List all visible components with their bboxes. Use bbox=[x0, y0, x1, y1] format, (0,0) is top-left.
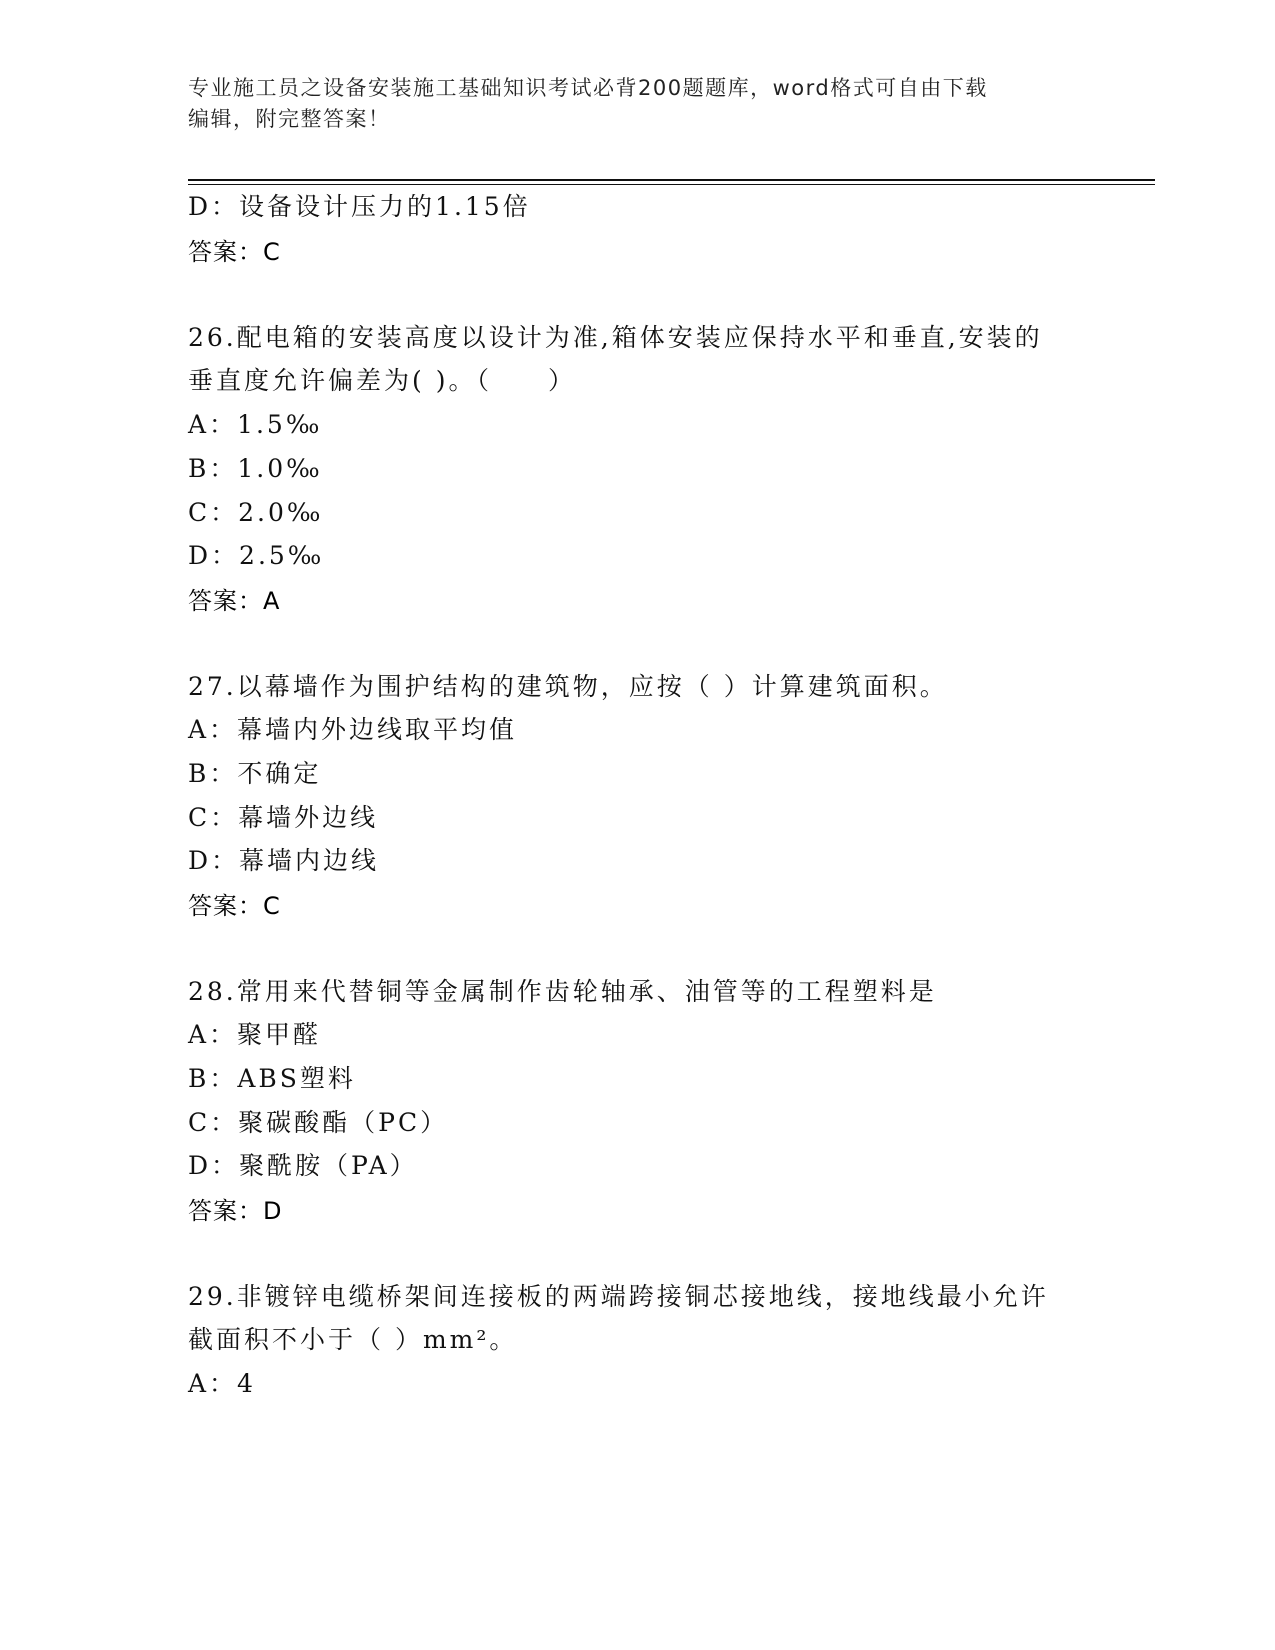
header-line-2: 编辑，附完整答案！ bbox=[188, 107, 391, 131]
q29-option-a: A：4 bbox=[188, 1369, 256, 1398]
q28-option-a: A：聚甲醛 bbox=[188, 1020, 322, 1049]
header-line-1: 专业施工员之设备安装施工基础知识考试必背200题题库，word格式可自由下载 bbox=[188, 76, 988, 100]
q27-answer: 答案：C bbox=[188, 892, 281, 920]
q27-stem: 27.以幕墙作为围护结构的建筑物，应按（ ）计算建筑面积。 bbox=[188, 672, 948, 701]
prev-option-d: D：设备设计压力的1.15倍 bbox=[188, 192, 531, 221]
q26-option-a: A：1.5‰ bbox=[188, 410, 323, 439]
q26-option-d: D：2.5‰ bbox=[188, 541, 325, 570]
q28-stem: 28.常用来代替铜等金属制作齿轮轴承、油管等的工程塑料是 bbox=[188, 977, 937, 1006]
header-rule-thin bbox=[188, 184, 1155, 185]
q28-option-c: C：聚碳酸酯（PC） bbox=[188, 1108, 449, 1137]
q27-option-c: C：幕墙外边线 bbox=[188, 803, 379, 832]
header-rule-thick bbox=[188, 179, 1155, 181]
q27-option-a: A：幕墙内外边线取平均值 bbox=[188, 715, 518, 744]
q26-stem-line-2: 垂直度允许偏差为( )。（ ） bbox=[188, 366, 576, 395]
q26-stem-line-1: 26.配电箱的安装高度以设计为准,箱体安装应保持水平和垂直,安装的 bbox=[188, 323, 1043, 352]
q27-option-d: D：幕墙内边线 bbox=[188, 846, 380, 875]
q26-option-b: B：1.0‰ bbox=[188, 454, 323, 483]
q28-option-b: B：ABS塑料 bbox=[188, 1064, 356, 1093]
q29-stem-line-2: 截面积不小于（ ）mm²。 bbox=[188, 1325, 518, 1354]
q28-option-d: D：聚酰胺（PA） bbox=[188, 1151, 418, 1180]
q29-stem-line-1: 29.非镀锌电缆桥架间连接板的两端跨接铜芯接地线，接地线最小允许 bbox=[188, 1282, 1049, 1311]
q26-option-c: C：2.0‰ bbox=[188, 498, 324, 527]
q26-answer: 答案：A bbox=[188, 587, 281, 615]
q28-answer: 答案：D bbox=[188, 1197, 283, 1225]
prev-answer: 答案：C bbox=[188, 238, 281, 266]
document-header bbox=[188, 73, 1068, 135]
q27-option-b: B：不确定 bbox=[188, 759, 322, 788]
